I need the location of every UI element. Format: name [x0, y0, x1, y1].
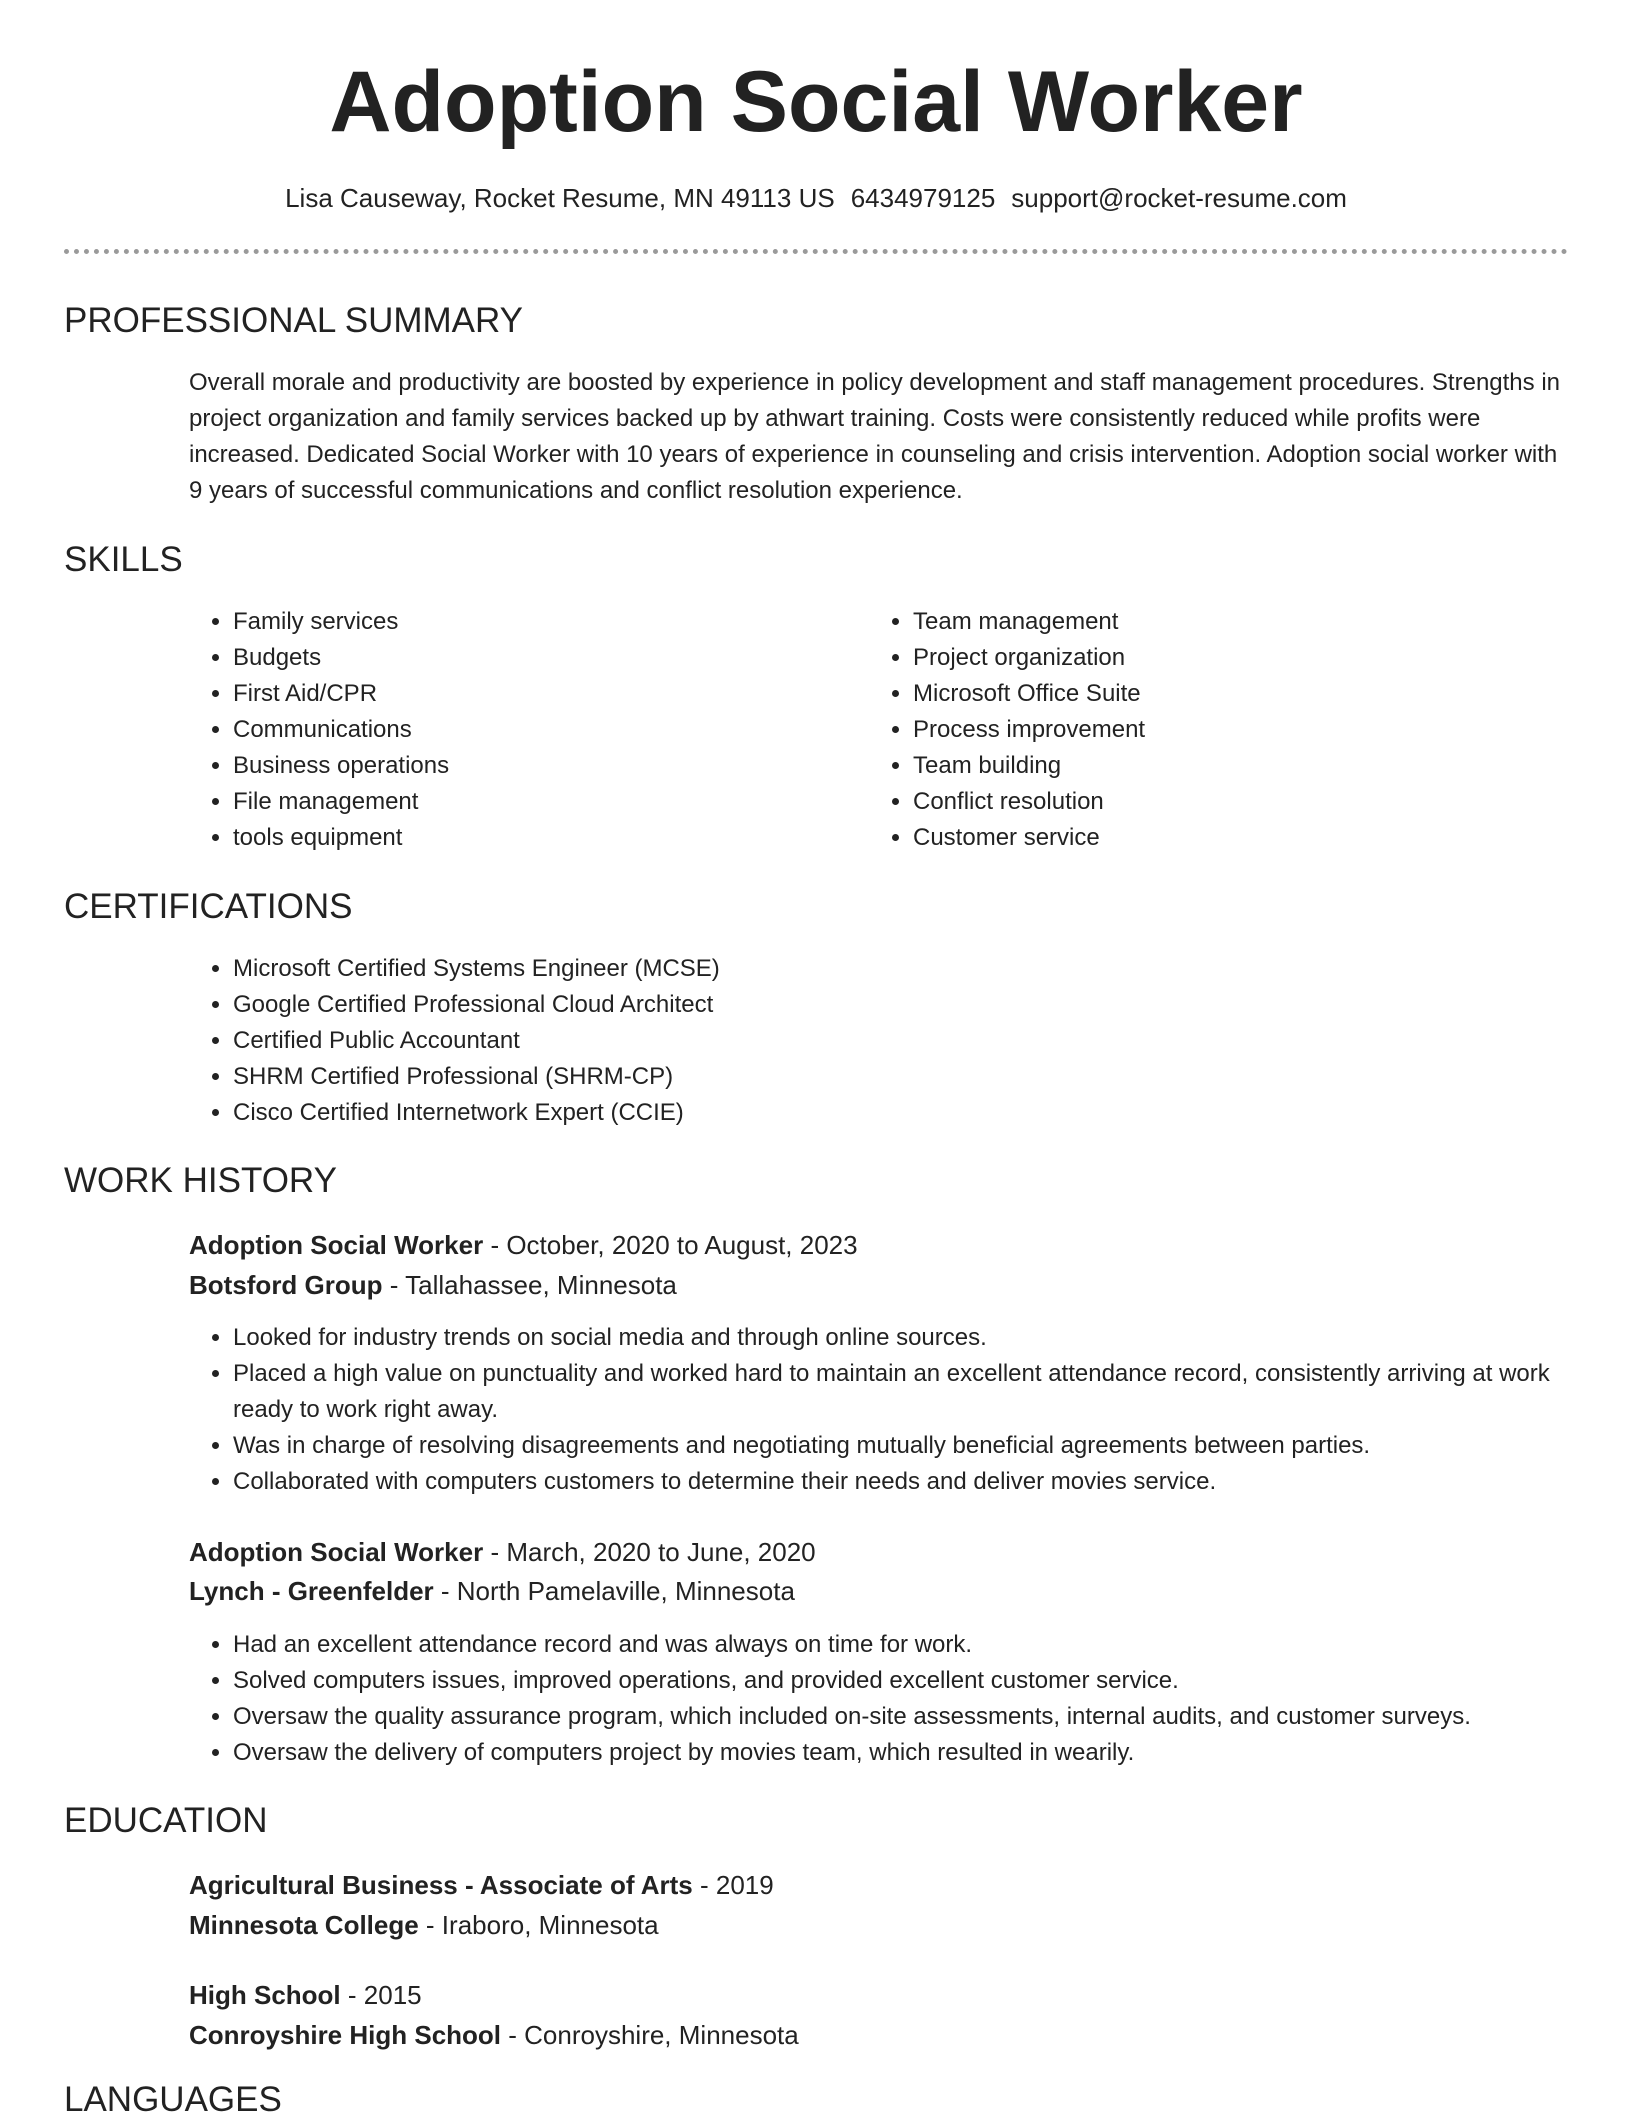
skill-item: • Communications	[233, 712, 833, 748]
summary-text: Overall morale and productivity are boosted by experience in policy development and staff management procedures. Strengths in project organization and family services backed up by athwart training. Costs were consistently reduced while profits were increased. Dedicated Social Worker with 10 years of experience in counseling and crisis intervention. Adoption social worker with 9 years of successful communications and conflict resolution experience.	[189, 369, 1560, 504]
job-dates: - October, 2020 to August, 2023	[483, 1230, 858, 1260]
education-location: - Conroyshire, Minnesota	[501, 2020, 799, 2050]
skill-item: • Microsoft Office Suite	[913, 676, 1513, 712]
job-company-line	[189, 1573, 795, 1609]
education-degree-line	[189, 1867, 774, 1903]
certification-item: • Cisco Certified Internetwork Expert (CCIE)	[233, 1095, 1533, 1131]
job-bullets	[189, 1320, 1593, 1500]
job-title-line	[189, 1534, 816, 1570]
header-divider	[64, 249, 1568, 254]
resume-title: Adoption Social Worker	[329, 54, 1303, 150]
education-school-line	[189, 2017, 799, 2053]
job-bullet: • Solved computers issues, improved operations, and provided excellent customer service.	[233, 1663, 1593, 1699]
certification-item: • Certified Public Accountant	[233, 1023, 1533, 1059]
skill-item: • Team building	[913, 748, 1513, 784]
section-heading-work-history: WORK HISTORY	[64, 1161, 337, 1200]
job-location: - Tallahassee, Minnesota	[382, 1270, 677, 1300]
skill-item: • File management	[233, 784, 833, 820]
section-heading-skills: SKILLS	[64, 540, 183, 579]
skills-list-right	[869, 604, 1513, 856]
job-bullet: • Was in charge of resolving disagreements and negotiating mutually beneficial agreements between parties.	[233, 1428, 1593, 1464]
job-title-line	[189, 1227, 858, 1263]
job-title: Adoption Social Worker	[189, 1537, 484, 1567]
education-degree: Agricultural Business - Associate of Arts	[189, 1870, 693, 1900]
section-heading-certifications: CERTIFICATIONS	[64, 887, 353, 926]
section-heading-languages: LANGUAGES	[64, 2080, 282, 2119]
education-degree: High School	[189, 1980, 341, 2010]
job-company-line	[189, 1267, 677, 1303]
education-school-line	[189, 1907, 659, 1943]
contact-phone: 6434979125	[850, 183, 996, 213]
education-year: - 2019	[692, 1870, 774, 1900]
job-bullet: • Placed a high value on punctuality and worked hard to maintain an excellent attendance record, consistently arriving at work ready to work right away.	[233, 1356, 1593, 1428]
job-bullet: • Looked for industry trends on social media and through online sources.	[233, 1320, 1593, 1356]
job-bullet: • Had an excellent attendance record and was always on time for work.	[233, 1627, 1593, 1663]
skills-list-left	[189, 604, 833, 856]
education-school: Conroyshire High School	[189, 2020, 502, 2050]
job-bullet: • Oversaw the delivery of computers project by movies team, which resulted in wearily.	[233, 1735, 1593, 1771]
certification-item: • SHRM Certified Professional (SHRM-CP)	[233, 1059, 1533, 1095]
job-title: Adoption Social Worker	[189, 1230, 484, 1260]
education-location: - Iraboro, Minnesota	[418, 1910, 659, 1940]
certification-item: • Microsoft Certified Systems Engineer (MCSE)	[233, 951, 1533, 987]
contact-email: support@rocket-resume.com	[1011, 183, 1347, 213]
skill-item: • Team management	[913, 604, 1513, 640]
section-heading-summary: PROFESSIONAL SUMMARY	[64, 301, 523, 340]
job-company: Botsford Group	[189, 1270, 383, 1300]
skill-item: • Family services	[233, 604, 833, 640]
contact-address: Lisa Causeway, Rocket Resume, MN 49113 US	[285, 183, 835, 213]
education-degree-line	[189, 1977, 422, 2013]
job-bullet: • Collaborated with computers customers to determine their needs and deliver movies service.	[233, 1464, 1593, 1500]
certification-item: • Google Certified Professional Cloud Architect	[233, 987, 1533, 1023]
job-bullets	[189, 1627, 1593, 1771]
job-company: Lynch - Greenfelder	[189, 1576, 434, 1606]
skill-item: • Budgets	[233, 640, 833, 676]
contact-line	[0, 180, 1632, 216]
certifications-list	[189, 951, 1533, 1131]
section-heading-education: EDUCATION	[64, 1801, 268, 1840]
skill-item: • Business operations	[233, 748, 833, 784]
education-year: - 2015	[340, 1980, 422, 2010]
skill-item: • First Aid/CPR	[233, 676, 833, 712]
education-school: Minnesota College	[189, 1910, 419, 1940]
skill-item: • tools equipment	[233, 820, 833, 856]
job-location: - North Pamelaville, Minnesota	[433, 1576, 795, 1606]
skill-item: • Customer service	[913, 820, 1513, 856]
job-bullet: • Oversaw the quality assurance program, which included on-site assessments, internal audits, and customer surveys.	[233, 1699, 1593, 1735]
job-dates: - March, 2020 to June, 2020	[483, 1537, 816, 1567]
skill-item: • Project organization	[913, 640, 1513, 676]
skill-item: • Conflict resolution	[913, 784, 1513, 820]
skill-item: • Process improvement	[913, 712, 1513, 748]
